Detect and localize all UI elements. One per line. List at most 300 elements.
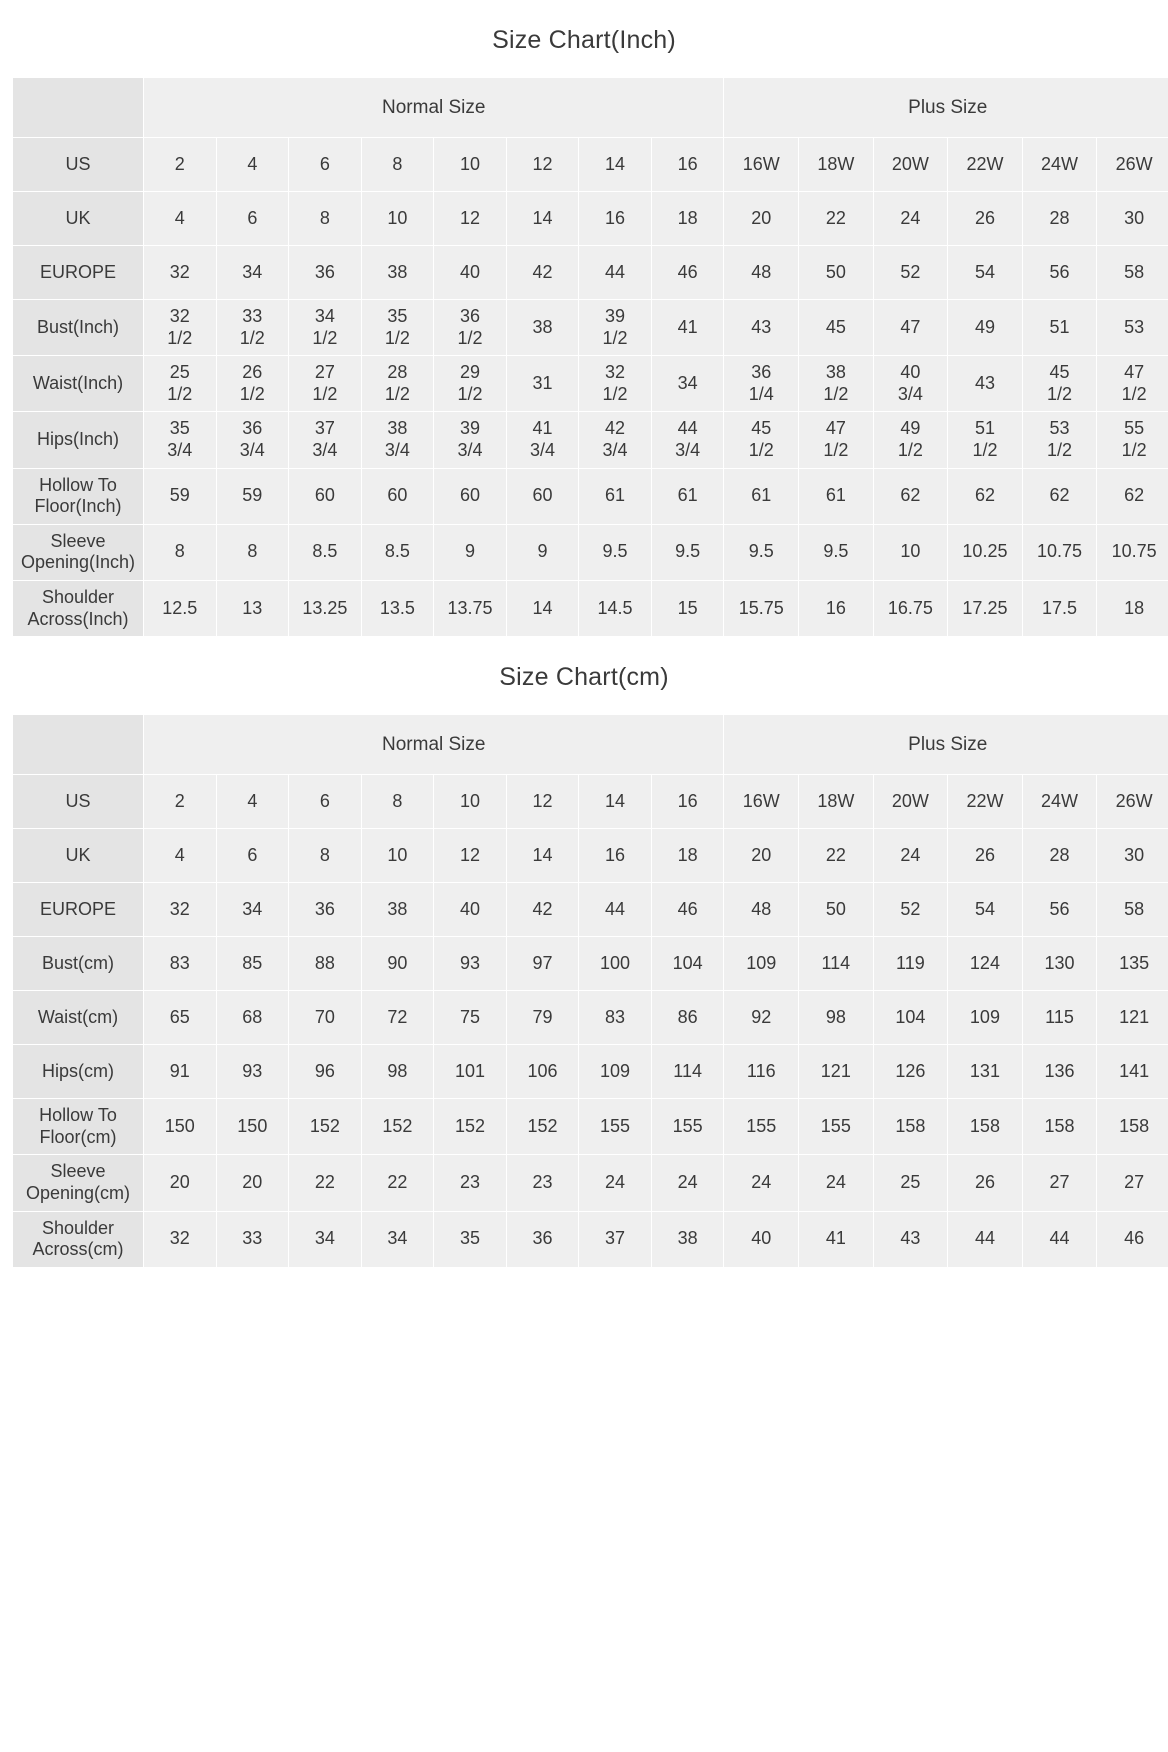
cm-cell: 36: [506, 1211, 579, 1267]
table-row: [13, 991, 1168, 1045]
inch-cell: [289, 412, 362, 468]
inch-cell: [948, 412, 1023, 468]
cell-line: 38: [387, 418, 408, 439]
inch-cell: 9: [506, 524, 579, 580]
inch-corner-cell: [13, 78, 144, 138]
inch-cell: 62: [873, 468, 948, 524]
cm-cell: 150: [216, 1099, 289, 1155]
cm-cell: 22: [361, 1155, 434, 1211]
cm-cell: 100: [579, 937, 652, 991]
cell-line: 41: [532, 418, 553, 439]
cm-cell: 109: [948, 991, 1023, 1045]
cm-cell: 32: [144, 883, 217, 937]
cell-line: 1/2: [312, 383, 338, 404]
cm-group-normal-size: Normal Size: [144, 715, 724, 775]
table-row: [13, 937, 1168, 991]
inch-cell: 38: [361, 246, 434, 300]
cm-cell: 121: [799, 1045, 874, 1099]
cm-row-label: [13, 1155, 144, 1211]
cm-cell: 4: [216, 775, 289, 829]
inch-cell: 10: [873, 524, 948, 580]
cell-line: 47: [1124, 362, 1145, 383]
inch-cell: 16.75: [873, 580, 948, 636]
cm-cell: 30: [1097, 829, 1168, 883]
cm-cell: 20: [724, 829, 799, 883]
cm-cell: 90: [361, 937, 434, 991]
inch-cell: 4: [216, 138, 289, 192]
row-label-line: Sleeve: [50, 1161, 106, 1182]
cm-cell: 10: [434, 775, 507, 829]
cm-cell: 46: [651, 883, 724, 937]
inch-cell: 10.75: [1097, 524, 1168, 580]
cell-line: 26: [242, 362, 263, 383]
table-row: [13, 1045, 1168, 1099]
inch-cell: 56: [1022, 246, 1097, 300]
inch-cell: [216, 300, 289, 356]
inch-cell: [289, 300, 362, 356]
inch-cell: 15.75: [724, 580, 799, 636]
cm-cell: 155: [724, 1099, 799, 1155]
inch-cell: 59: [144, 468, 217, 524]
cm-cell: 24: [724, 1155, 799, 1211]
cm-cell: 85: [216, 937, 289, 991]
cm-cell: 32: [144, 1211, 217, 1267]
cm-cell: 25: [873, 1155, 948, 1211]
table-row: [13, 192, 1168, 246]
inch-cell: 52: [873, 246, 948, 300]
cm-cell: 83: [144, 937, 217, 991]
inch-group-plus-size: Plus Size: [724, 78, 1168, 138]
inch-cell: 47: [873, 300, 948, 356]
cm-cell: 93: [216, 1045, 289, 1099]
inch-group-header-row: [13, 78, 1168, 138]
inch-cell: 59: [216, 468, 289, 524]
cm-cell: 109: [724, 937, 799, 991]
inch-cell: 43: [724, 300, 799, 356]
inch-row-label: [13, 580, 144, 636]
inch-cell: [1022, 356, 1097, 412]
inch-cell: 60: [289, 468, 362, 524]
inch-cell: [724, 412, 799, 468]
cm-cell: 24W: [1022, 775, 1097, 829]
cm-cell: 34: [289, 1211, 362, 1267]
size-chart-inch-body: [13, 78, 1168, 637]
cm-cell: 24: [873, 829, 948, 883]
inch-cell: 58: [1097, 246, 1168, 300]
table-row: [13, 300, 1168, 356]
cm-cell: 33: [216, 1211, 289, 1267]
cell-line: 3/4: [675, 439, 701, 460]
cell-line: 1/2: [1047, 439, 1073, 460]
cm-cell: 27: [1022, 1155, 1097, 1211]
table-row: [13, 412, 1168, 468]
cm-cell: 24: [579, 1155, 652, 1211]
inch-cell: 10.75: [1022, 524, 1097, 580]
cm-cell: 152: [361, 1099, 434, 1155]
cm-cell: 43: [873, 1211, 948, 1267]
cell-line: 37: [314, 418, 335, 439]
inch-cell: 15: [651, 580, 724, 636]
inch-cell: [724, 356, 799, 412]
cm-cell: 58: [1097, 883, 1168, 937]
inch-cell: [799, 356, 874, 412]
cell-line: 47: [825, 418, 846, 439]
inch-cell: [434, 356, 507, 412]
cell-line: 1/2: [823, 383, 849, 404]
cm-cell: 26: [948, 1155, 1023, 1211]
inch-cell: 24: [873, 192, 948, 246]
inch-cell: [144, 300, 217, 356]
cm-cell: 22W: [948, 775, 1023, 829]
page-title-inch: Size Chart(Inch): [492, 26, 676, 54]
cm-cell: 52: [873, 883, 948, 937]
cm-cell: 155: [579, 1099, 652, 1155]
cm-row-label: UK: [13, 829, 144, 883]
cm-cell: 6: [216, 829, 289, 883]
inch-cell: 12: [506, 138, 579, 192]
cm-cell: 155: [799, 1099, 874, 1155]
cm-cell: 42: [506, 883, 579, 937]
cm-cell: 130: [1022, 937, 1097, 991]
cm-row-label: Hips(cm): [13, 1045, 144, 1099]
cell-line: 1/2: [1047, 383, 1073, 404]
inch-cell: 8: [361, 138, 434, 192]
inch-cell: 18: [651, 192, 724, 246]
cm-cell: 158: [1022, 1099, 1097, 1155]
cell-line: 1/2: [239, 383, 265, 404]
cm-cell: 8: [361, 775, 434, 829]
table-row: [13, 246, 1168, 300]
cm-row-label: Bust(cm): [13, 937, 144, 991]
cm-cell: 65: [144, 991, 217, 1045]
inch-cell: 13: [216, 580, 289, 636]
cm-cell: 152: [506, 1099, 579, 1155]
inch-cell: 14: [579, 138, 652, 192]
cm-cell: 4: [144, 829, 217, 883]
row-label-line: Hollow To: [39, 474, 117, 495]
cell-line: 55: [1124, 418, 1145, 439]
cm-cell: 20: [216, 1155, 289, 1211]
inch-cell: 26: [948, 192, 1023, 246]
cell-line: 1/4: [748, 383, 774, 404]
row-label-line: Shoulder: [41, 1217, 115, 1238]
inch-cell: 60: [434, 468, 507, 524]
cell-line: 1/2: [167, 383, 193, 404]
inch-cell: [216, 412, 289, 468]
inch-cell: 13.25: [289, 580, 362, 636]
row-label-line: Shoulder: [41, 586, 115, 607]
cm-cell: 50: [799, 883, 874, 937]
size-chart-cm-table: [12, 714, 1168, 1268]
cm-cell: 26: [948, 829, 1023, 883]
cell-line: 1/2: [897, 439, 923, 460]
cm-cell: 88: [289, 937, 362, 991]
inch-cell: 18W: [799, 138, 874, 192]
cm-cell: 44: [579, 883, 652, 937]
cm-cell: 114: [799, 937, 874, 991]
cm-cell: 93: [434, 937, 507, 991]
cm-cell: 23: [506, 1155, 579, 1211]
inch-cell: [873, 356, 948, 412]
inch-cell: 51: [1022, 300, 1097, 356]
cm-cell: 54: [948, 883, 1023, 937]
cm-cell: 46: [1097, 1211, 1168, 1267]
inch-row-label: US: [13, 138, 144, 192]
inch-cell: 53: [1097, 300, 1168, 356]
inch-row-label: Bust(Inch): [13, 300, 144, 356]
cm-cell: 22: [289, 1155, 362, 1211]
page-title-cm: Size Chart(cm): [499, 663, 669, 692]
row-label-line: Opening(cm): [25, 1182, 131, 1203]
inch-cell: 31: [506, 356, 579, 412]
cell-line: 39: [605, 306, 626, 326]
table-row: [13, 1155, 1168, 1211]
cell-line: 1/2: [384, 383, 410, 404]
inch-cell: [1097, 412, 1168, 468]
cell-line: 36: [459, 306, 480, 326]
cell-line: 40: [900, 362, 921, 383]
inch-cell: 14: [506, 192, 579, 246]
table-row: [13, 356, 1168, 412]
cm-cell: 101: [434, 1045, 507, 1099]
cm-cell: 12: [434, 829, 507, 883]
inch-cell: 38: [506, 300, 579, 356]
cell-line: 25: [169, 362, 190, 383]
inch-cell: 36: [289, 246, 362, 300]
table-row: [13, 1211, 1168, 1267]
inch-cell: [434, 412, 507, 468]
cm-cell: 155: [651, 1099, 724, 1155]
inch-cell: [361, 300, 434, 356]
table-row: [13, 580, 1168, 636]
row-label-line: Floor(Inch): [34, 496, 122, 517]
cell-line: 3/4: [239, 439, 265, 460]
cm-cell: 141: [1097, 1045, 1168, 1099]
inch-cell: 16: [651, 138, 724, 192]
inch-cell: 8.5: [361, 524, 434, 580]
inch-cell: 48: [724, 246, 799, 300]
inch-cell: 34: [651, 356, 724, 412]
size-chart-inch-table: [12, 77, 1168, 637]
inch-cell: 16: [799, 580, 874, 636]
cm-cell: 20: [144, 1155, 217, 1211]
cm-row-label: Waist(cm): [13, 991, 144, 1045]
inch-row-label: Hips(Inch): [13, 412, 144, 468]
cm-cell: 116: [724, 1045, 799, 1099]
inch-cell: 17.5: [1022, 580, 1097, 636]
cm-cell: 106: [506, 1045, 579, 1099]
inch-cell: 18: [1097, 580, 1168, 636]
inch-cell: 8.5: [289, 524, 362, 580]
inch-cell: 41: [651, 300, 724, 356]
inch-cell: [434, 300, 507, 356]
cm-cell: 109: [579, 1045, 652, 1099]
cell-line: 33: [242, 306, 263, 326]
inch-row-label: [13, 524, 144, 580]
cm-cell: 18: [651, 829, 724, 883]
cell-line: 1/2: [457, 383, 483, 404]
cm-group-header-row: [13, 715, 1168, 775]
cm-cell: 12: [506, 775, 579, 829]
cell-line: 1/2: [1121, 383, 1147, 404]
inch-cell: 60: [506, 468, 579, 524]
row-label-line: Opening(Inch): [20, 552, 136, 573]
inch-cell: [506, 412, 579, 468]
cm-cell: 70: [289, 991, 362, 1045]
inch-cell: 8: [289, 192, 362, 246]
size-chart-cm-body: [13, 715, 1168, 1268]
cm-cell: 115: [1022, 991, 1097, 1045]
cm-cell: 40: [724, 1211, 799, 1267]
table-row: [13, 883, 1168, 937]
cell-line: 3/4: [384, 439, 410, 460]
inch-cell: 24W: [1022, 138, 1097, 192]
cm-cell: 158: [1097, 1099, 1168, 1155]
inch-cell: 13.75: [434, 580, 507, 636]
cell-line: 3/4: [167, 439, 193, 460]
cell-line: 3/4: [312, 439, 338, 460]
cm-cell: 56: [1022, 883, 1097, 937]
cell-line: 51: [974, 418, 995, 439]
inch-cell: [1097, 356, 1168, 412]
inch-cell: 28: [1022, 192, 1097, 246]
inch-cell: 61: [799, 468, 874, 524]
inch-cell: 10: [434, 138, 507, 192]
inch-cell: 14.5: [579, 580, 652, 636]
cm-cell: 23: [434, 1155, 507, 1211]
inch-cell: 8: [216, 524, 289, 580]
cm-group-plus-size: Plus Size: [724, 715, 1168, 775]
cell-line: 1/2: [312, 327, 338, 348]
cell-line: 34: [314, 306, 335, 326]
inch-cell: 42: [506, 246, 579, 300]
cm-cell: 158: [948, 1099, 1023, 1155]
inch-cell: 61: [724, 468, 799, 524]
cm-cell: 98: [799, 991, 874, 1045]
row-label-line: Across(cm): [32, 1239, 124, 1260]
inch-cell: 10: [361, 192, 434, 246]
row-label-line: Across(Inch): [27, 608, 129, 629]
table-row: [13, 775, 1168, 829]
cm-cell: 20W: [873, 775, 948, 829]
inch-cell: [579, 356, 652, 412]
cell-line: 42: [605, 418, 626, 439]
inch-cell: [1022, 412, 1097, 468]
cm-cell: 16: [579, 829, 652, 883]
inch-cell: [144, 412, 217, 468]
cm-cell: 79: [506, 991, 579, 1045]
cm-cell: 38: [361, 883, 434, 937]
cell-line: 35: [169, 418, 190, 439]
cell-line: 1/2: [602, 383, 628, 404]
cm-cell: 104: [651, 937, 724, 991]
inch-cell: [799, 412, 874, 468]
cm-cell: 72: [361, 991, 434, 1045]
cm-cell: 98: [361, 1045, 434, 1099]
cell-line: 27: [314, 362, 335, 383]
cell-line: 1/2: [748, 439, 774, 460]
inch-cell: 9.5: [651, 524, 724, 580]
cm-cell: 41: [799, 1211, 874, 1267]
cm-cell: 14: [506, 829, 579, 883]
cm-corner-cell: [13, 715, 144, 775]
inch-cell: 16: [579, 192, 652, 246]
cm-cell: 44: [1022, 1211, 1097, 1267]
cell-line: 28: [387, 362, 408, 383]
inch-cell: 44: [579, 246, 652, 300]
cm-cell: 24: [799, 1155, 874, 1211]
cm-cell: 68: [216, 991, 289, 1045]
inch-cell: 34: [216, 246, 289, 300]
cm-cell: 34: [361, 1211, 434, 1267]
table-row: [13, 829, 1168, 883]
inch-cell: 6: [289, 138, 362, 192]
cm-row-label: [13, 1211, 144, 1267]
inch-cell: 20W: [873, 138, 948, 192]
inch-cell: 22W: [948, 138, 1023, 192]
cm-cell: 34: [216, 883, 289, 937]
inch-cell: [361, 356, 434, 412]
inch-cell: 61: [651, 468, 724, 524]
inch-cell: 2: [144, 138, 217, 192]
row-label-line: Hollow To: [39, 1105, 117, 1126]
inch-cell: 17.25: [948, 580, 1023, 636]
inch-cell: 46: [651, 246, 724, 300]
row-label-line: Sleeve: [50, 530, 106, 551]
cm-cell: 16: [651, 775, 724, 829]
cm-cell: 2: [144, 775, 217, 829]
cm-cell: 126: [873, 1045, 948, 1099]
cell-line: 49: [900, 418, 921, 439]
inch-cell: 26W: [1097, 138, 1168, 192]
cm-cell: 96: [289, 1045, 362, 1099]
inch-cell: 9.5: [579, 524, 652, 580]
inch-cell: 13.5: [361, 580, 434, 636]
inch-cell: 62: [1022, 468, 1097, 524]
inch-cell: [216, 356, 289, 412]
inch-row-label: Waist(Inch): [13, 356, 144, 412]
cell-line: 36: [242, 418, 263, 439]
cm-cell: 152: [289, 1099, 362, 1155]
inch-cell: [579, 412, 652, 468]
cell-line: 3/4: [602, 439, 628, 460]
cm-cell: 26W: [1097, 775, 1168, 829]
cell-line: 32: [169, 306, 190, 326]
cm-cell: 40: [434, 883, 507, 937]
cm-row-label: US: [13, 775, 144, 829]
cm-cell: 6: [289, 775, 362, 829]
cell-line: 1/2: [823, 439, 849, 460]
cell-line: 1/2: [239, 327, 265, 348]
cell-line: 1/2: [457, 327, 483, 348]
cm-cell: 48: [724, 883, 799, 937]
inch-cell: [289, 356, 362, 412]
cell-line: 1/2: [384, 327, 410, 348]
inch-cell: 50: [799, 246, 874, 300]
inch-cell: 9.5: [799, 524, 874, 580]
inch-cell: 12.5: [144, 580, 217, 636]
table-row: [13, 138, 1168, 192]
inch-cell: 43: [948, 356, 1023, 412]
inch-cell: 22: [799, 192, 874, 246]
cell-line: 45: [1049, 362, 1070, 383]
inch-cell: 12: [434, 192, 507, 246]
inch-cell: 54: [948, 246, 1023, 300]
cell-line: 36: [751, 362, 772, 383]
cm-cell: 92: [724, 991, 799, 1045]
cell-line: 39: [459, 418, 480, 439]
cm-cell: 24: [651, 1155, 724, 1211]
